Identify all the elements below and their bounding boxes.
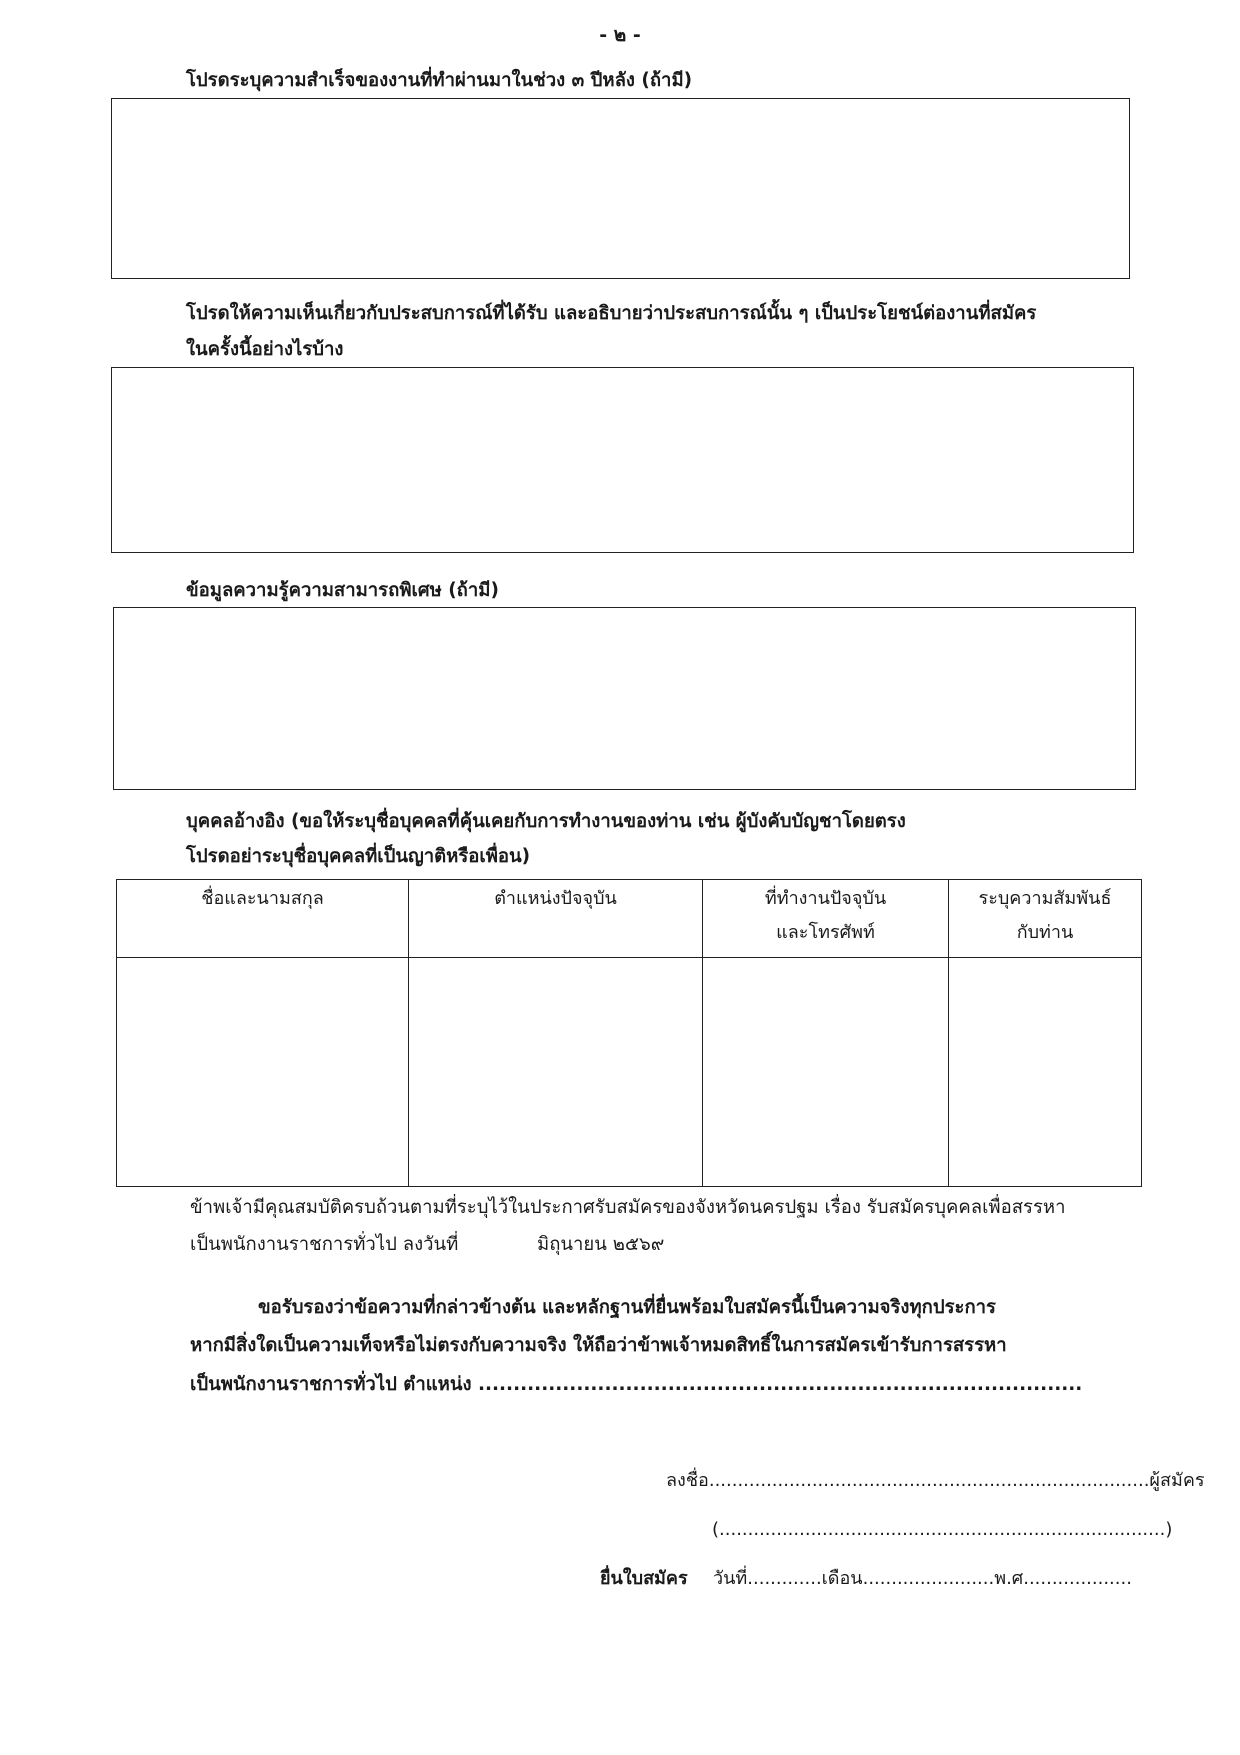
column-header-position (409, 880, 703, 958)
column-header-relationship (949, 880, 1142, 958)
reference-workplace-cell[interactable] (703, 958, 949, 1187)
experience-heading-line2: ในครั้งนี้อย่างไรบ้าง (186, 339, 344, 360)
certification-line1: ขอรับรองว่าข้อความที่กล่าวข้างต้น และหลักฐานที่ยื่นพร้อมใบสมัครนี้เป็นความจริงทุกประการ (258, 1297, 996, 1318)
references-table (116, 879, 1142, 1187)
special-skills-heading: ข้อมูลความรู้ความสามารถพิเศษ (ถ้ามี) (186, 580, 499, 601)
experience-heading-line1: โปรดให้ความเห็นเกี่ยวกับประสบการณ์ที่ได้รับ และอธิบายว่าประสบการณ์นั้น ๆ เป็นประโยชน์ต่องานที่สมัคร (186, 303, 1037, 324)
submit-date-line[interactable]: วันที่.............เดือน.......................พ.ศ................... (713, 1568, 1132, 1589)
column-header-workplace-line1: ที่ทำงานปัจจุบัน (764, 888, 887, 909)
achievements-answer-box[interactable] (111, 98, 1130, 279)
experience-answer-box[interactable] (111, 367, 1134, 553)
column-header-position-text: ตำแหน่งปัจจุบัน (494, 888, 617, 909)
qualification-line2-prefix: เป็นพนักงานราชการทั่วไป ลงวันที่ (190, 1234, 459, 1255)
special-skills-answer-box[interactable] (113, 607, 1136, 790)
references-heading-line1: บุคคลอ้างอิง (ขอให้ระบุชื่อบุคคลที่คุ้นเคยกับการทำงานของท่าน เช่น ผู้บังคับบัญชาโดยตรง (186, 811, 906, 832)
column-header-name (117, 880, 409, 958)
column-header-relationship-line1: ระบุความสัมพันธ์ (978, 888, 1112, 909)
submit-date-label: ยื่นใบสมัคร (600, 1568, 688, 1589)
column-header-workplace-line2: และโทรศัพท์ (776, 922, 875, 943)
certification-line3-position-field[interactable]: เป็นพนักงานราชการทั่วไป ตำแหน่ง ...................................................................................... (190, 1374, 1083, 1395)
applicant-signature-line[interactable]: ลงชื่อ.............................................................................ผู้สมัคร (666, 1470, 1205, 1491)
references-heading-line2: โปรดอย่าระบุชื่อบุคคลที่เป็นญาติหรือเพื่อน) (186, 846, 531, 867)
reference-relationship-cell[interactable] (949, 958, 1142, 1187)
page-number: - ๒ - (599, 24, 641, 46)
reference-position-cell[interactable] (409, 958, 703, 1187)
reference-name-cell[interactable] (117, 958, 409, 1187)
column-header-workplace (703, 880, 949, 958)
applicant-name-line[interactable]: (..............................................................................) (712, 1519, 1173, 1540)
qualification-date: มิถุนายน ๒๕๖๙ (537, 1234, 665, 1255)
column-header-relationship-line2: กับท่าน (1016, 922, 1074, 943)
references-header-row (117, 880, 1142, 958)
references-entry-row (117, 958, 1142, 1187)
qualification-line1: ข้าพเจ้ามีคุณสมบัติครบถ้วนตามที่ระบุไว้ในประกาศรับสมัครของจังหวัดนครปฐม เรื่อง รับสมัครบุคคลเพื่อสรรหา (190, 1197, 1066, 1218)
certification-line2: หากมีสิ่งใดเป็นความเท็จหรือไม่ตรงกับความจริง ให้ถือว่าข้าพเจ้าหมดสิทธิ์ในการสมัครเข้ารับการสรรหา (190, 1335, 1007, 1356)
achievements-heading: โปรดระบุความสำเร็จของงานที่ทำผ่านมาในช่วง ๓ ปีหลัง (ถ้ามี) (186, 70, 693, 91)
column-header-name-text: ชื่อและนามสกุล (201, 888, 324, 909)
